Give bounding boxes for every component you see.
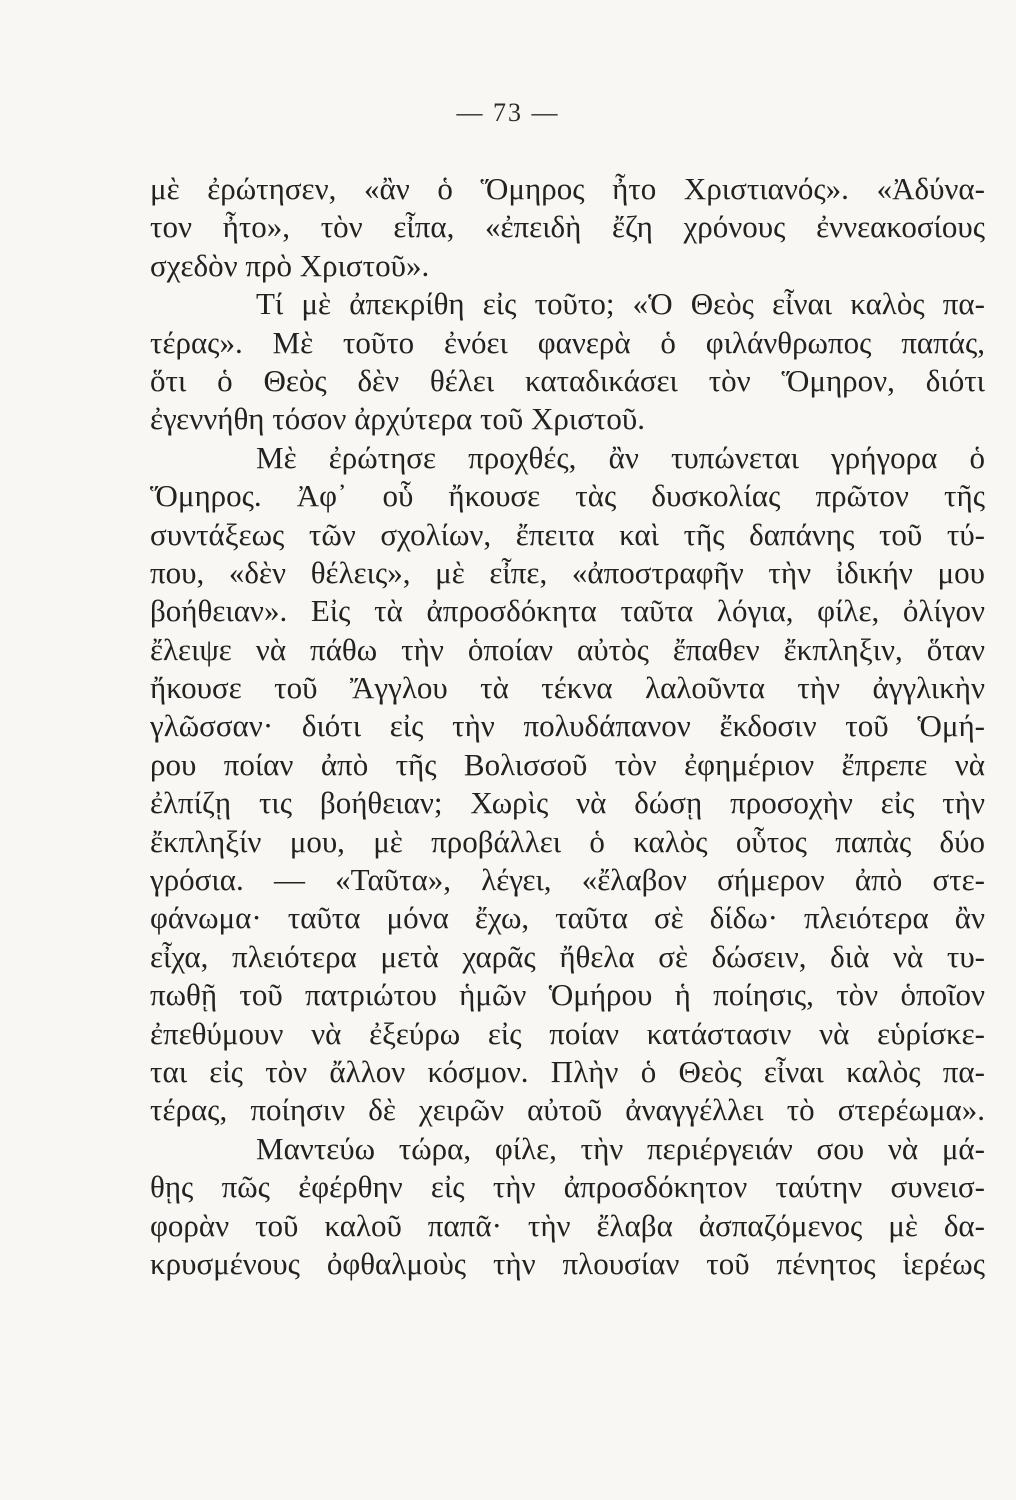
text-line: ἐγεννήθη τόσον ἀρχύτερα τοῦ Χριστοῦ. bbox=[150, 401, 645, 437]
text-line: που, «δὲν θέλεις», μὲ εἶπε, «ἀποστραφῆν τὴν ἰδικήν μου bbox=[150, 554, 985, 590]
text-line: ρου ποίαν ἀπὸ τῆς Βολισσοῦ τὸν ἐφημέριον ἔπρεπε νὰ bbox=[150, 746, 985, 782]
text-line: Ὅμηρος. Ἀφ᾿ οὗ ἤκουσε τὰς δυσκολίας πρῶτον τῆς bbox=[150, 478, 985, 514]
text-line: γρόσια. — «Ταῦτα», λέγει, «ἔλαβον σήμερον ἀπὸ στε- bbox=[150, 862, 985, 898]
text-line: Μαντεύω τώρα, φίλε, τὴν περιέργειάν σου νὰ μά- bbox=[256, 1130, 985, 1166]
text-line: εἶχα, πλειότερα μετὰ χαρᾶς ἤθελα σὲ δώσειν, διὰ νὰ τυ- bbox=[150, 938, 985, 974]
text-line: γλῶσσαν· διότι εἰς τὴν πολυδάπανον ἔκδοσιν τοῦ Ὁμή- bbox=[150, 708, 985, 744]
text-line: φορὰν τοῦ καλοῦ παπᾶ· τὴν ἔλαβα ἀσπαζόμενος μὲ δα- bbox=[150, 1207, 985, 1243]
text-line: συντάξεως τῶν σχολίων, ἔπειτα καὶ τῆς δαπάνης τοῦ τύ- bbox=[150, 516, 985, 552]
text-line: σχεδὸν πρὸ Χριστοῦ». bbox=[150, 247, 430, 283]
page-number: — 73 — bbox=[456, 98, 560, 127]
text-line: ἔκπληξίν μου, μὲ προβάλλει ὁ καλὸς οὗτος παπὰς δύο bbox=[150, 823, 985, 859]
text-line: θῃς πῶς ἐφέρθην εἰς τὴν ἀπροσδόκητον ταύτην συνεισ- bbox=[150, 1169, 985, 1205]
text-line: ἐπεθύμουν νὰ ἐξεύρω εἰς ποίαν κατάστασιν νὰ εὑρίσκε- bbox=[150, 1015, 985, 1051]
text-line: Μὲ ἐρώτησε προχθές, ἂν τυπώνεται γρήγορα ὁ bbox=[256, 439, 985, 475]
text-line: κρυσμένους ὀφθαλμοὺς τὴν πλουσίαν τοῦ πένητος ἱερέως bbox=[150, 1245, 985, 1281]
text-line: Τί μὲ ἀπεκρίθη εἰς τοῦτο; «Ὁ Θεὸς εἶναι καλὸς πα- bbox=[256, 286, 985, 322]
text-line: τον ἦτο», τὸν εἶπα, «ἐπειδὴ ἔζη χρόνους ἐννεακοσίους bbox=[150, 209, 985, 245]
text-line: μὲ ἐρώτησεν, «ἂν ὁ Ὅμηρος ἦτο Χριστιανός». «Ἀδύνα- bbox=[150, 171, 985, 206]
text-line: ἐλπίζῃ τις βοήθειαν; Χωρὶς νὰ δώσῃ προσοχὴν εἰς τὴν bbox=[150, 785, 985, 821]
text-line: ὅτι ὁ Θεὸς δὲν θέλει καταδικάσει τὸν Ὅμηρον, διότι bbox=[150, 362, 985, 398]
text-line: τέρας, ποίησιν δὲ χειρῶν αὐτοῦ ἀναγγέλλει τὸ στερέωμα». bbox=[150, 1092, 985, 1128]
text-line: φάνωμα· ταῦτα μόνα ἔχω, ταῦτα σὲ δίδω· πλειότερα ἂν bbox=[150, 900, 985, 936]
text-line: τέρας». Μὲ τοῦτο ἐνόει φανερὰ ὁ φιλάνθρωπος παπάς, bbox=[150, 324, 985, 360]
body-text bbox=[150, 170, 985, 1283]
text-line: ἔλειψε νὰ πάθω τὴν ὁποίαν αὐτὸς ἔπαθεν ἔκπληξιν, ὅταν bbox=[150, 631, 985, 667]
text-line: βοήθειαν». Εἰς τὰ ἀπροσδόκητα ταῦτα λόγια, φίλε, ὀλίγον bbox=[150, 593, 985, 629]
text-line: πωθῇ τοῦ πατριώτου ἡμῶν Ὁμήρου ἡ ποίησις, τὸν ὁποῖον bbox=[150, 977, 985, 1013]
text-line: ται εἰς τὸν ἄλλον κόσμον. Πλὴν ὁ Θεὸς εἶναι καλὸς πα- bbox=[150, 1053, 985, 1089]
text-line: ἤκουσε τοῦ Ἄγγλου τὰ τέκνα λαλοῦντα τὴν ἀγγλικὴν bbox=[150, 670, 985, 706]
